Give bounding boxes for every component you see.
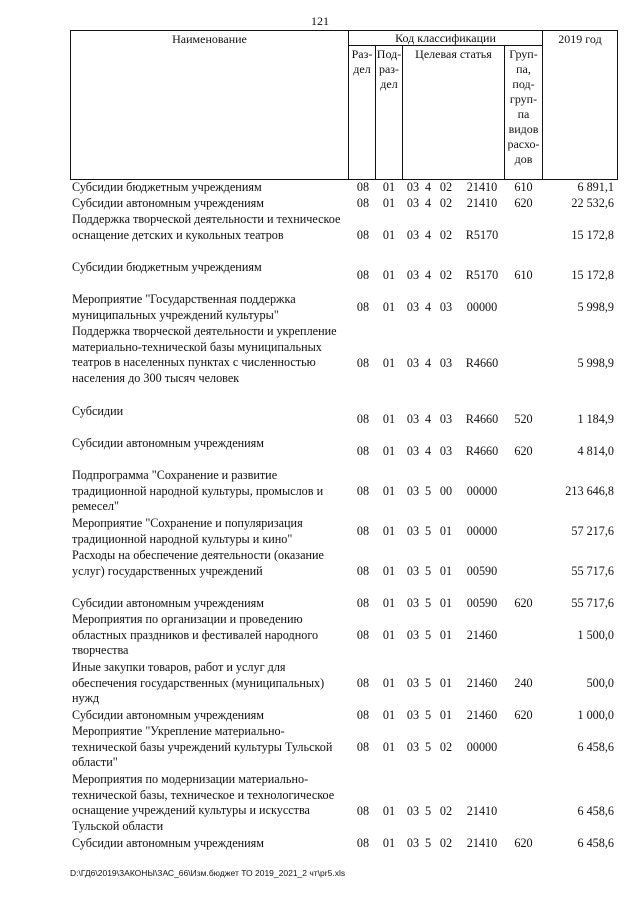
row-name: Субсидии автономным учреждениям [72, 596, 264, 610]
row-code-a: 03 [406, 676, 420, 690]
row-code-d: 21410 [466, 196, 498, 210]
row-code-d: 00590 [466, 596, 498, 610]
row-code-pr: 01 [382, 836, 396, 850]
row-amount: 6 458,6 [577, 836, 614, 850]
row-code-c: 03 [439, 412, 453, 426]
row-code-a: 03 [406, 444, 420, 458]
row-amount: 5 998,9 [577, 300, 614, 314]
row-code-b: 5 [424, 524, 432, 538]
row-code-d: R5170 [465, 228, 499, 242]
row-code-c: 01 [439, 628, 453, 642]
row-amount: 1 500,0 [577, 628, 614, 642]
row-amount: 500,0 [586, 676, 614, 690]
row-amount: 57 217,6 [571, 524, 614, 538]
row-amount: 15 172,8 [571, 268, 614, 282]
row-code-b: 5 [424, 596, 432, 610]
row-code-pr: 01 [382, 412, 396, 426]
row-code-c: 03 [439, 356, 453, 370]
row-code-d: R4660 [465, 412, 499, 426]
row-code-d: 00000 [466, 740, 498, 754]
row-code-a: 03 [406, 628, 420, 642]
row-name: Субсидии автономным учреждениям [72, 708, 264, 722]
row-code-b: 4 [424, 228, 432, 242]
row-code-b: 4 [424, 300, 432, 314]
row-code-pr: 01 [382, 676, 396, 690]
row-amount: 4 814,0 [577, 444, 614, 458]
header-name-cell [70, 30, 349, 180]
row-amount: 1 000,0 [577, 708, 614, 722]
row-code-pr: 01 [382, 484, 396, 498]
row-code-grp: 620 [514, 836, 533, 850]
row-code-grp: 610 [514, 180, 533, 194]
row-code-r: 08 [356, 268, 370, 282]
row-code-a: 03 [406, 524, 420, 538]
row-amount: 5 998,9 [577, 356, 614, 370]
row-name: Субсидии [72, 404, 124, 418]
row-code-c: 02 [439, 180, 453, 194]
header-razdel: Раз- дел [351, 47, 373, 76]
row-amount: 6 458,6 [577, 804, 614, 818]
row-name: Мероприятия по модернизации материально-технической базы, техническое и технологическое оснащение учреждений культуры и искусства Тульской области [72, 772, 335, 833]
row-code-b: 5 [424, 804, 432, 818]
header-target: Целевая статья [415, 47, 492, 61]
row-name: Мероприятия по организации и проведению областных праздников и фестивалей народного творчества [72, 612, 319, 657]
row-amount: 15 172,8 [571, 228, 614, 242]
row-name: Субсидии бюджетным учреждениям [72, 260, 262, 274]
row-code-pr: 01 [382, 708, 396, 722]
row-name: Субсидии автономным учреждениям [72, 836, 264, 850]
row-code-r: 08 [356, 740, 370, 754]
header-name: Наименование [172, 32, 247, 46]
row-amount: 55 717,6 [571, 596, 614, 610]
row-code-d: 21410 [466, 836, 498, 850]
row-code-a: 03 [406, 412, 420, 426]
row-name: Поддержка творческой деятельности и техническое оснащение детских и кукольных театров [72, 212, 341, 242]
row-code-r: 08 [356, 196, 370, 210]
row-code-d: 21460 [466, 708, 498, 722]
row-code-a: 03 [406, 196, 420, 210]
row-code-pr: 01 [382, 564, 396, 578]
row-amount: 6 891,1 [577, 180, 614, 194]
row-code-b: 4 [424, 444, 432, 458]
row-code-a: 03 [406, 836, 420, 850]
file-path-footer: D:\ГД6\2019\ЗАКОНЫ\ЗАС_66\Изм.бюджет ТО 2019_2021_2 чт\pr5.xls [70, 868, 346, 878]
row-code-r: 08 [356, 628, 370, 642]
row-code-d: 21460 [466, 628, 498, 642]
row-code-r: 08 [356, 228, 370, 242]
row-code-grp: 520 [514, 412, 533, 426]
row-code-r: 08 [356, 300, 370, 314]
row-name: Мероприятие "Сохранение и популяризация традиционной народной культуры и кино" [72, 516, 303, 546]
row-code-d: 21410 [466, 804, 498, 818]
row-code-grp: 620 [514, 596, 533, 610]
row-code-r: 08 [356, 484, 370, 498]
row-code-grp: 240 [514, 676, 533, 690]
header-code: Код классификации [395, 31, 496, 45]
row-code-r: 08 [356, 836, 370, 850]
row-name: Подпрограмма "Сохранение и развитие традиционной народной культуры, промыслов и ремесел" [72, 468, 324, 513]
row-code-r: 08 [356, 412, 370, 426]
row-code-pr: 01 [382, 196, 396, 210]
row-code-r: 08 [356, 564, 370, 578]
row-code-pr: 01 [382, 300, 396, 314]
row-code-pr: 01 [382, 444, 396, 458]
row-amount: 55 717,6 [571, 564, 614, 578]
row-code-r: 08 [356, 708, 370, 722]
row-code-b: 5 [424, 628, 432, 642]
row-code-a: 03 [406, 484, 420, 498]
row-code-grp: 620 [514, 708, 533, 722]
row-name: Поддержка творческой деятельности и укрепление материально-технической базы муниципальных театров в населенных пунктах с численностью населения до 300 тысяч человек [72, 324, 337, 385]
row-code-grp: 620 [514, 444, 533, 458]
row-code-pr: 01 [382, 524, 396, 538]
header-year: 2019 год [558, 32, 602, 46]
row-amount: 213 646,8 [565, 484, 614, 498]
row-code-a: 03 [406, 708, 420, 722]
row-code-b: 5 [424, 676, 432, 690]
row-amount: 6 458,6 [577, 740, 614, 754]
row-name: Мероприятие "Государственная поддержка муниципальных учреждений культуры" [72, 292, 296, 322]
row-code-r: 08 [356, 804, 370, 818]
row-code-b: 4 [424, 268, 432, 282]
row-name: Субсидии автономным учреждениям [72, 436, 264, 450]
row-code-r: 08 [356, 444, 370, 458]
row-code-d: 00590 [466, 564, 498, 578]
row-code-pr: 01 [382, 228, 396, 242]
row-code-d: R4660 [465, 444, 499, 458]
row-code-grp: 620 [514, 196, 533, 210]
row-code-b: 5 [424, 836, 432, 850]
row-code-b: 4 [424, 180, 432, 194]
row-code-pr: 01 [382, 804, 396, 818]
row-code-a: 03 [406, 740, 420, 754]
header-podrazdel: Под- раз- дел [376, 47, 402, 91]
row-code-pr: 01 [382, 628, 396, 642]
row-code-d: R5170 [465, 268, 499, 282]
row-code-d: R4660 [465, 356, 499, 370]
row-code-c: 00 [439, 484, 453, 498]
row-code-d: 00000 [466, 524, 498, 538]
row-code-a: 03 [406, 804, 420, 818]
row-code-b: 4 [424, 356, 432, 370]
header-group: Груп- па, под- груп- па видов расхо- дов [507, 47, 540, 166]
row-code-c: 02 [439, 268, 453, 282]
row-code-a: 03 [406, 596, 420, 610]
row-code-b: 5 [424, 740, 432, 754]
row-code-a: 03 [406, 564, 420, 578]
row-name: Субсидии автономным учреждениям [72, 196, 264, 210]
row-code-c: 01 [439, 564, 453, 578]
row-code-a: 03 [406, 228, 420, 242]
row-code-b: 5 [424, 708, 432, 722]
row-code-c: 01 [439, 524, 453, 538]
row-code-c: 02 [439, 804, 453, 818]
row-code-d: 21410 [466, 180, 498, 194]
row-code-r: 08 [356, 180, 370, 194]
row-code-pr: 01 [382, 596, 396, 610]
row-code-r: 08 [356, 356, 370, 370]
row-code-a: 03 [406, 300, 420, 314]
row-code-r: 08 [356, 676, 370, 690]
row-code-a: 03 [406, 356, 420, 370]
row-code-pr: 01 [382, 740, 396, 754]
row-code-c: 03 [439, 300, 453, 314]
row-name: Расходы на обеспечение деятельности (оказание услуг) государственных учреждений [72, 548, 324, 578]
row-name: Субсидии бюджетным учреждениям [72, 180, 262, 194]
row-amount: 22 532,6 [571, 196, 614, 210]
row-code-r: 08 [356, 524, 370, 538]
header-target-cell [402, 45, 505, 180]
row-code-c: 02 [439, 228, 453, 242]
row-code-pr: 01 [382, 180, 396, 194]
row-name: Мероприятие "Укрепление материально-технической базы учреждений культуры Тульской области" [72, 724, 333, 769]
row-code-c: 03 [439, 444, 453, 458]
row-amount: 1 184,9 [577, 412, 614, 426]
row-code-c: 02 [439, 740, 453, 754]
row-code-c: 02 [439, 196, 453, 210]
row-code-d: 21460 [466, 676, 498, 690]
page-number: 121 [311, 14, 329, 28]
row-code-a: 03 [406, 180, 420, 194]
row-name: Иные закупки товаров, работ и услуг для обеспечения государственных (муниципальных) нужд [72, 660, 325, 705]
row-code-pr: 01 [382, 268, 396, 282]
row-code-a: 03 [406, 268, 420, 282]
row-code-d: 00000 [466, 484, 498, 498]
row-code-b: 5 [424, 564, 432, 578]
row-code-grp: 610 [514, 268, 533, 282]
row-code-d: 00000 [466, 300, 498, 314]
header-year-cell [542, 30, 618, 180]
row-code-c: 02 [439, 836, 453, 850]
row-code-b: 4 [424, 412, 432, 426]
row-code-pr: 01 [382, 356, 396, 370]
row-code-b: 5 [424, 484, 432, 498]
row-code-r: 08 [356, 596, 370, 610]
row-code-c: 01 [439, 676, 453, 690]
row-code-c: 01 [439, 596, 453, 610]
row-code-c: 01 [439, 708, 453, 722]
row-code-b: 4 [424, 196, 432, 210]
